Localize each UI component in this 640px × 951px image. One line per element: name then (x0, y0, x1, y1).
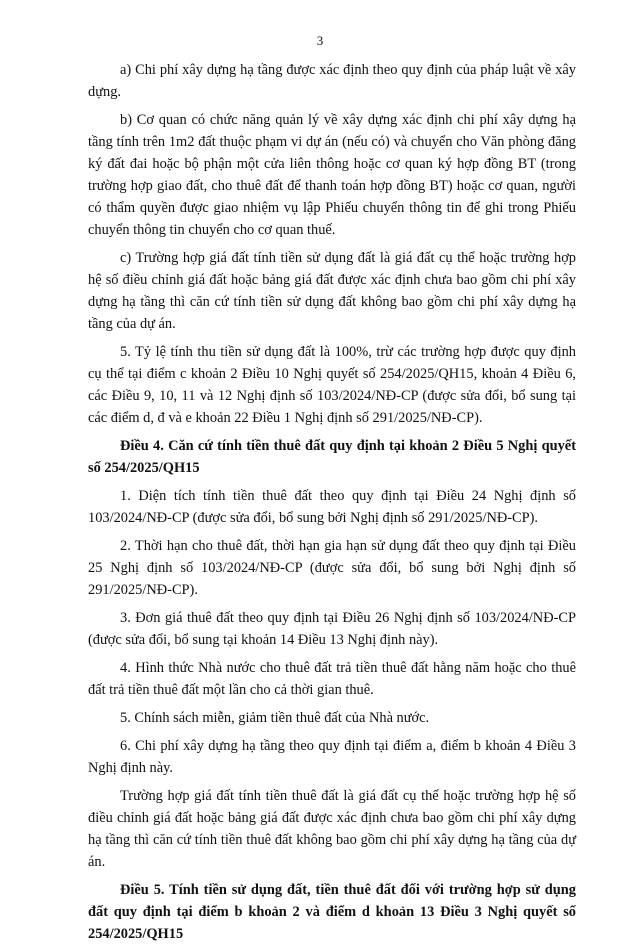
paragraph-3b: b) Cơ quan có chức năng quản lý về xây dựng xác định chi phí xây dựng hạ tầng tính trên 1m2 đất thuộc phạm vi dự án (nếu có) và chuyển cho Văn phòng đăng ký đất đai hoặc bộ phận một cửa liên thông hoặc cơ quan ký hợp đồng BT (trong trường hợp giao đất, cho thuê đất để thanh toán hợp đồng BT) hoặc cơ quan, người có thẩm quyền được giao nhiệm vụ lập Phiếu chuyển thông tin để ghi trong Phiếu chuyển thông tin chuyển cho cơ quan thuế. (88, 112, 576, 238)
paragraph-3-5: 5. Tỷ lệ tính thu tiền sử dụng đất là 100%, trừ các trường hợp được quy định cụ thể tại điểm c khoản 2 Điều 10 Nghị quyết số 254/2025/QH15, khoản 4 Điều 6, các Điều 9, 10, 11 và 12 Nghị định số 103/2024/NĐ-CP (được sửa đổi, bổ sung tại các điểm d, đ và e khoản 22 Điều 1 Nghị định số 291/2025/NĐ-CP). (88, 344, 576, 426)
article-5-heading: Điều 5. Tính tiền sử dụng đất, tiền thuê đất đối với trường hợp sử dụng đất quy định tại điểm b khoản 2 và điểm d khoản 13 Điều 3 Nghị quyết số 254/2025/QH15 (88, 882, 576, 942)
paragraph-4-5: 5. Chính sách miễn, giảm tiền thuê đất của Nhà nước. (120, 710, 430, 726)
paragraph-4-3: 3. Đơn giá thuê đất theo quy định tại Điều 26 Nghị định số 103/2024/NĐ-CP (được sửa đổi, bổ sung tại khoản 14 Điều 13 Nghị định này). (88, 610, 576, 648)
paragraph-4-6: 6. Chi phí xây dựng hạ tầng theo quy định tại điểm a, điểm b khoản 4 Điều 3 Nghị định này. (88, 738, 576, 776)
paragraph-4-4: 4. Hình thức Nhà nước cho thuê đất trả tiền thuê đất hằng năm hoặc cho thuê đất trả tiền thuê đất một lần cho cả thời gian thuê. (88, 660, 576, 698)
paragraph-3c: c) Trường hợp giá đất tính tiền sử dụng đất là giá đất cụ thể hoặc trường hợp hệ số điều chỉnh giá đất hoặc bảng giá đất được xác định chưa bao gồm chi phí xây dựng hạ tầng thì căn cứ tính tiền sử dụng đất không bao gồm chi phí xây dựng hạ tầng của dự án. (88, 250, 576, 332)
paragraph-4-note: Trường hợp giá đất tính tiền thuê đất là giá đất cụ thể hoặc trường hợp hệ số điều chỉnh giá đất hoặc bảng giá đất được xác định chưa bao gồm chi phí xây dựng hạ tầng thì căn cứ tính tiền thuê đất không bao gồm chi phí xây dựng hạ tầng của dự án. (88, 788, 576, 870)
page-number: 3 (316, 33, 324, 48)
paragraph-4-2: 2. Thời hạn cho thuê đất, thời hạn gia hạn sử dụng đất theo quy định tại Điều 25 Nghị định số 103/2024/NĐ-CP (được sửa đổi, bổ sung bởi Nghị định số 291/2025/NĐ-CP). (88, 538, 576, 598)
article-4-heading: Điều 4. Căn cứ tính tiền thuê đất quy định tại khoản 2 Điều 5 Nghị quyết số 254/2025/QH15 (88, 438, 576, 476)
paragraph-4-1: 1. Diện tích tính tiền thuê đất theo quy định tại Điều 24 Nghị định số 103/2024/NĐ-CP (được sửa đổi, bổ sung bởi Nghị định số 291/2025/NĐ-CP). (88, 488, 576, 526)
paragraph-3a: a) Chi phí xây dựng hạ tầng được xác định theo quy định của pháp luật về xây dựng. (88, 62, 576, 100)
document-body (88, 59, 576, 951)
